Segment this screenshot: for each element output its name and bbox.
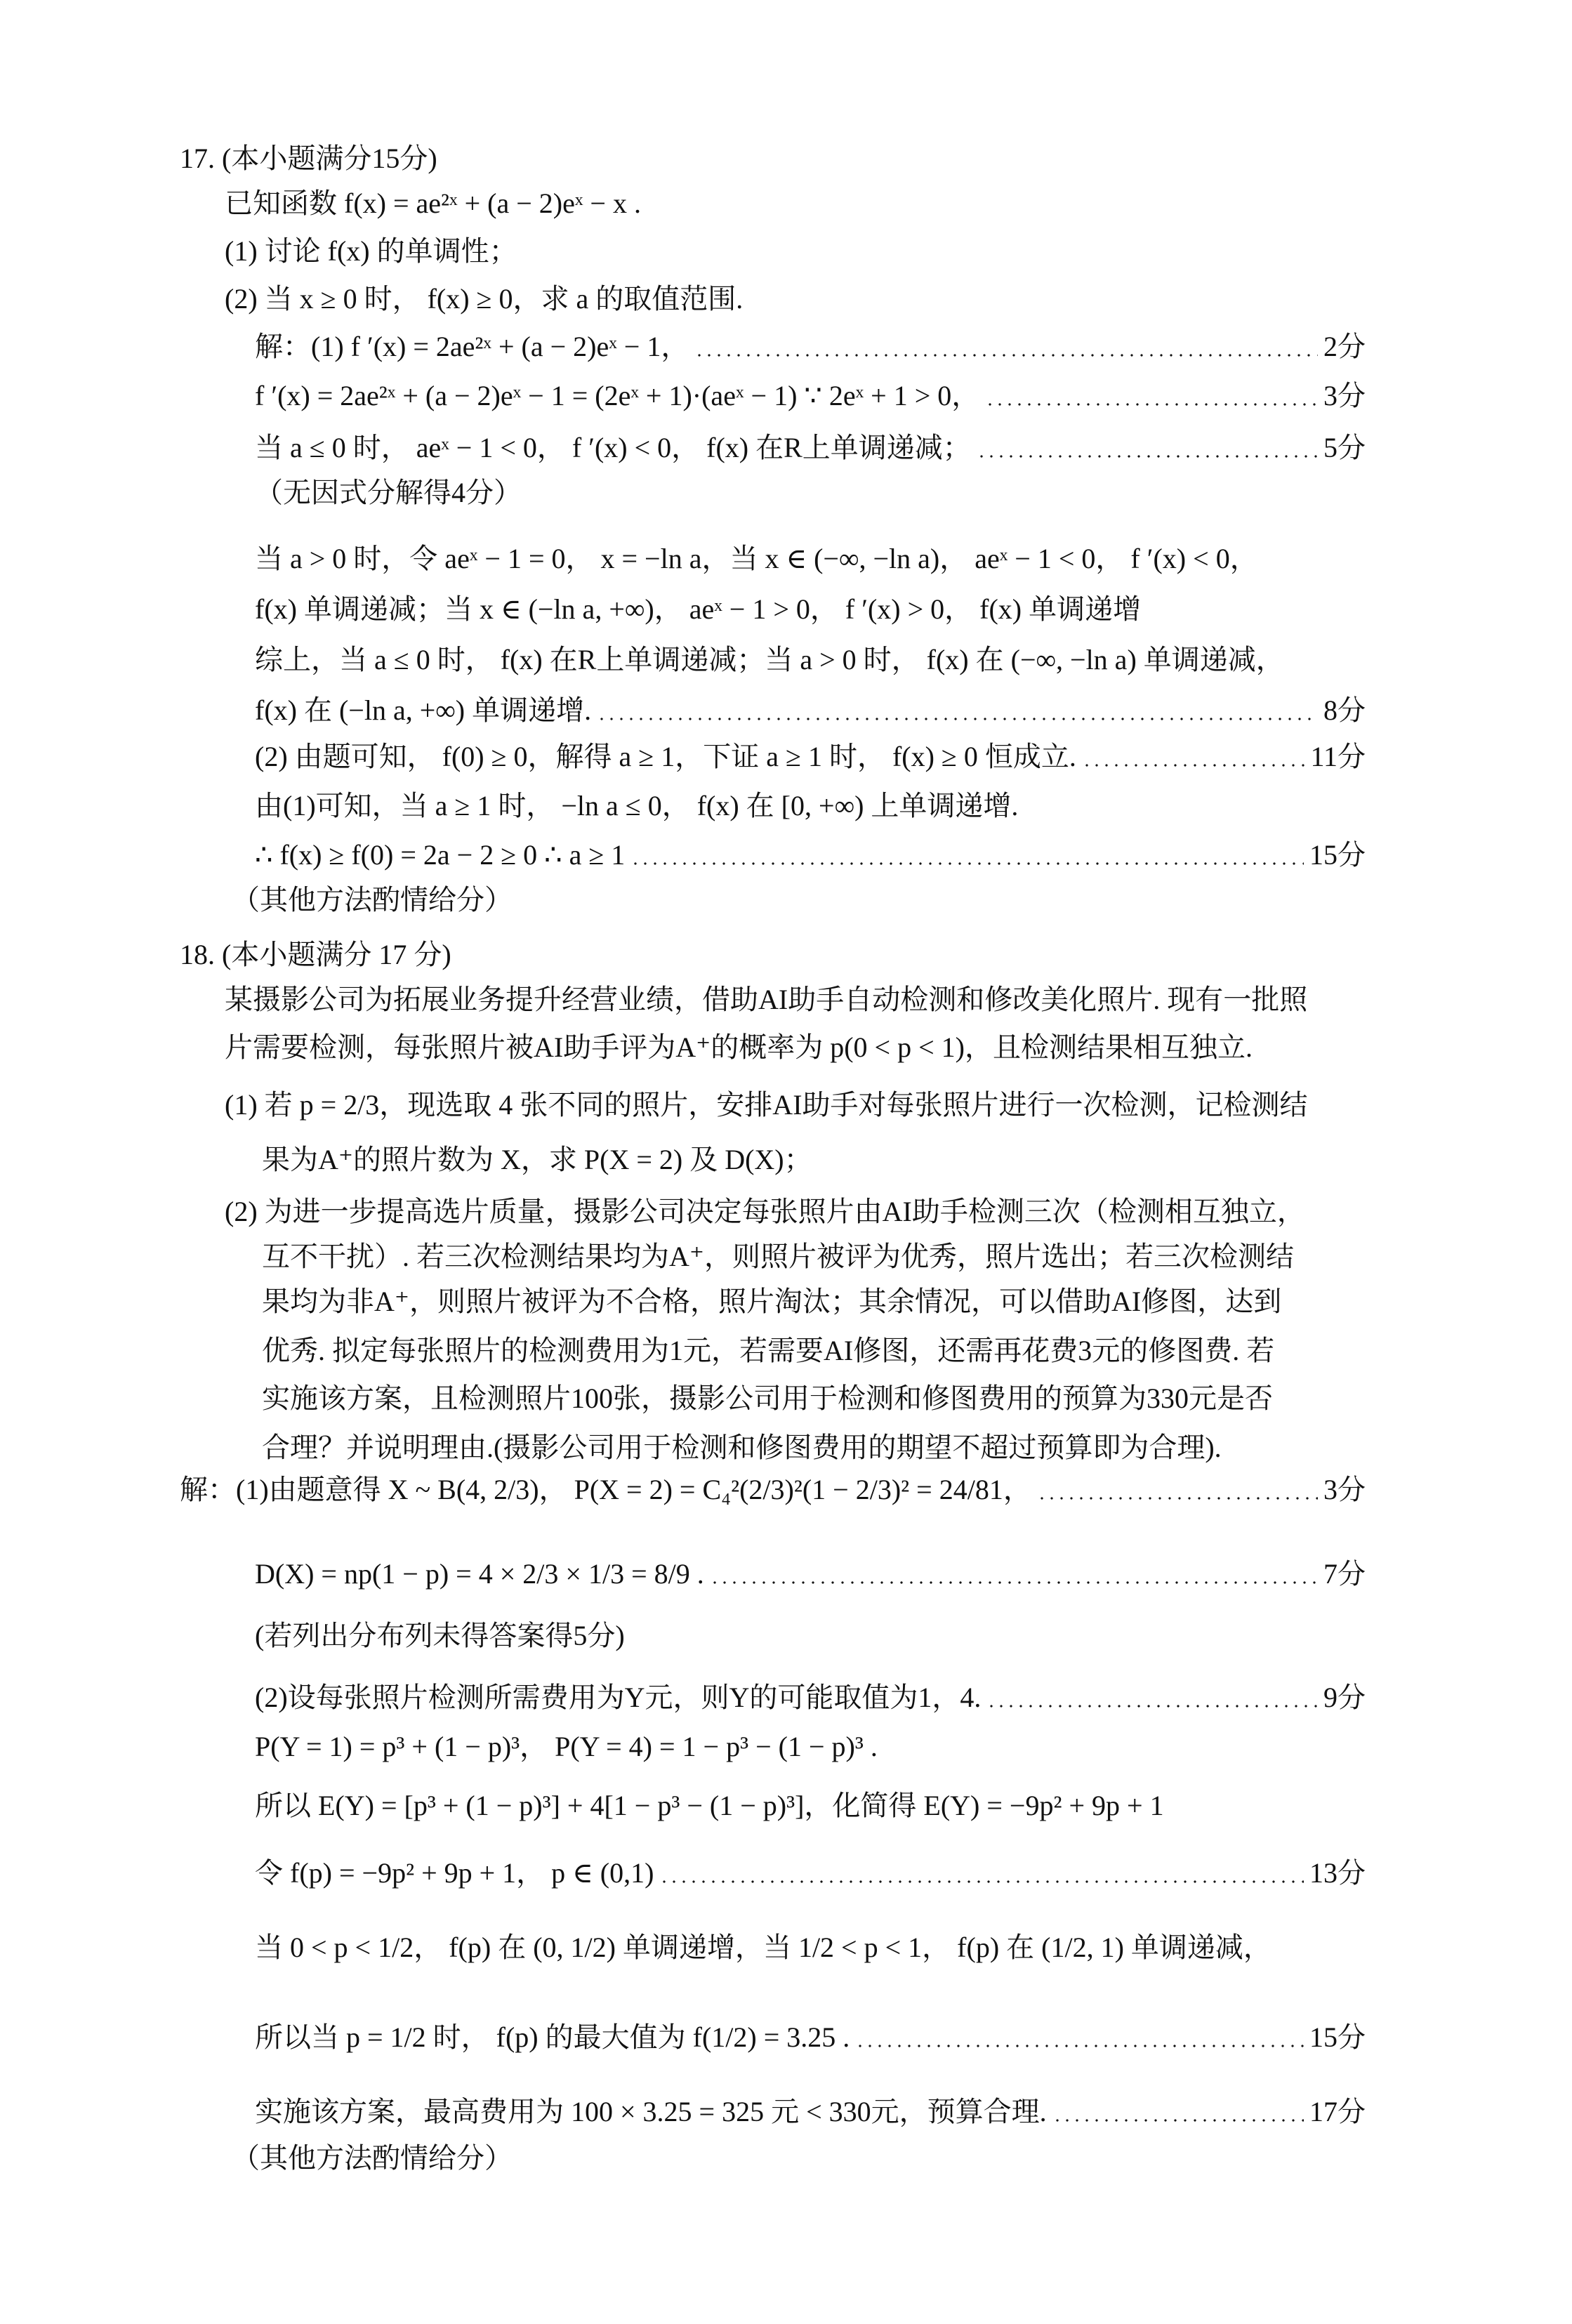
line-text: (2) 为进一步提高选片质量，摄影公司决定每张照片由AI助手检测三次（检测相互独立， (225, 1196, 1305, 1227)
line-text: 果为A⁺的照片数为 X，求 P(X = 2) 及 D(X)； (262, 1144, 812, 1175)
line-text: f ′(x) = 2ae²ˣ + (a − 2)eˣ − 1 = (2eˣ + 1)·(aeˣ − 1) ∵ 2eˣ + 1 > 0， (255, 380, 980, 411)
line-text: f(x) 单调递减；当 x ∈ (−ln a, +∞)， aeˣ − 1 > 0， f ′(x) > 0， f(x) 单调递增 (255, 593, 1142, 625)
score-label: 2分 (1323, 331, 1366, 362)
text-line (255, 327, 1366, 367)
score-label: 15分 (1309, 2021, 1366, 2053)
line-text: D(X) = np(1 − p) = 4 × 2/3 × 1/3 = 8/9 . (255, 1558, 704, 1590)
text-line (262, 1428, 1222, 1467)
line-text: 解：(1) f ′(x) = 2ae²ˣ + (a − 2)eˣ − 1， (255, 331, 689, 362)
dot-leader (855, 2045, 1304, 2047)
text-line (225, 1085, 1308, 1125)
text-line (255, 1928, 1272, 1967)
score-label: 7分 (1323, 1558, 1366, 1590)
line-text: (1) 讨论 f(x) 的单调性； (225, 235, 517, 267)
text-line (255, 428, 1366, 468)
dot-leader (985, 403, 1318, 406)
score-label: 11分 (1310, 741, 1366, 772)
line-text: （无因式分解得4分） (255, 477, 522, 508)
dot-leader (977, 455, 1318, 458)
line-text: （其他方法酌情给分） (232, 884, 513, 916)
line-text: 合理？并说明理由.(摄影公司用于检测和修图费用的期望不超过预算即为合理). (262, 1432, 1222, 1463)
text-line (232, 2139, 513, 2178)
score-label: 9分 (1323, 1682, 1366, 1713)
text-line (255, 737, 1366, 777)
text-line (255, 1678, 1366, 1717)
line-text: (2) 当 x ≥ 0 时， f(x) ≥ 0，求 a 的取值范围. (225, 283, 744, 315)
text-line (225, 1028, 1253, 1067)
text-line (255, 640, 1284, 680)
dot-leader (710, 1581, 1318, 1584)
line-text: (2) 由题可知， f(0) ≥ 0，解得 a ≥ 1，下证 a ≥ 1 时， f(x) ≥ 0 恒成立. (255, 741, 1076, 772)
text-line (262, 1237, 1294, 1276)
line-text: P(Y = 1) = p³ + (1 − p)³， P(Y = 4) = 1 − p³ − (1 − p)³ . (255, 1731, 878, 1762)
text-line (225, 279, 743, 319)
text-line (255, 539, 1258, 579)
dot-leader (694, 354, 1318, 357)
line-text: 令 f(p) = −9p² + 9p + 1， p ∈ (0,1) (255, 1857, 654, 1889)
text-line (255, 473, 522, 513)
score-label: 3分 (1323, 1474, 1366, 1505)
score-label: 13分 (1309, 1857, 1366, 1889)
line-text: 解：(1)由题意得 X ~ B(4, 2/3)， P(X = 2) = C₄²(2/3)²(1 − 2/3)² = 24/81， (180, 1474, 1031, 1505)
text-line (262, 1379, 1273, 1418)
text-line (225, 232, 517, 271)
line-text: 实施该方案，且检测照片100张，摄影公司用于检测和修图费用的预算为330元是否 (262, 1382, 1273, 1414)
line-text: 优秀. 拟定每张照片的检测费用为1元，若需要AI修图，还需再花费3元的修图费. 若 (262, 1335, 1275, 1366)
line-text: 某摄影公司为拓展业务提升经营业绩，借助AI助手自动检测和修改美化照片. 现有一批照 (225, 984, 1308, 1015)
text-line (262, 1331, 1274, 1371)
line-text: 实施该方案，最高费用为 100 × 3.25 = 325 元 < 330元，预算合理. (255, 2096, 1047, 2127)
text-line (255, 1854, 1366, 1893)
line-text: 当 a > 0 时，令 aeˣ − 1 = 0， x = −ln a，当 x ∈ (−∞, −ln a)， aeˣ − 1 < 0， f ′(x) < 0， (255, 543, 1258, 574)
text-line (262, 1282, 1281, 1321)
line-text: 果均为非A⁺，则照片被评为不合格，照片淘汰；其余情况，可以借助AI修图，达到 (262, 1286, 1282, 1317)
line-text: 综上，当 a ≤ 0 时， f(x) 在R上单调递减；当 a > 0 时， f(x) 在 (−∞, −ln a) 单调递减， (255, 644, 1284, 675)
line-text: 18. (本小题满分 17 分) (180, 939, 451, 970)
text-line (225, 1192, 1305, 1232)
dot-leader (1037, 1497, 1318, 1500)
score-label: 8分 (1323, 694, 1366, 726)
dot-leader (659, 1880, 1304, 1883)
line-text: 互不干扰）. 若三次检测结果均为A⁺，则照片被评为优秀，照片选出；若三次检测结 (262, 1241, 1294, 1272)
text-line (255, 2018, 1366, 2057)
text-line (255, 691, 1366, 730)
line-text: 所以 E(Y) = [p³ + (1 − p)³] + 4[1 − p³ − (1 − p)³]，化简得 E(Y) = −9p² + 9p + 1 (255, 1790, 1164, 1821)
text-line (180, 935, 451, 975)
text-line (255, 2092, 1366, 2132)
line-text: (若列出分布列未得答案得5分) (255, 1620, 625, 1651)
score-label: 15分 (1309, 839, 1366, 871)
text-line (262, 1140, 812, 1180)
dot-leader (1082, 764, 1305, 767)
line-text: 当 0 < p < 1/2， f(p) 在 (0, 1/2) 单调递增，当 1/2 < p < 1， f(p) 在 (1/2, 1) 单调递减， (255, 1932, 1272, 1963)
text-line (255, 1616, 625, 1656)
line-text: 所以当 p = 1/2 时， f(p) 的最大值为 f(1/2) = 3.25 . (255, 2021, 850, 2053)
score-label: 5分 (1323, 432, 1366, 463)
dot-leader (630, 862, 1304, 865)
line-text: 当 a ≤ 0 时， aeˣ − 1 < 0， f ′(x) < 0， f(x) 在R上单调递减； (255, 432, 971, 463)
line-text: (2)设每张照片检测所需费用为Y元，则Y的可能取值为1，4. (255, 1682, 982, 1713)
line-text: （其他方法酌情给分） (232, 2142, 513, 2174)
score-label: 17分 (1309, 2096, 1366, 2127)
line-text: 已知函数 f(x) = ae²ˣ + (a − 2)eˣ − x . (225, 187, 641, 219)
text-line (180, 1470, 1366, 1510)
line-text: f(x) 在 (−ln a, +∞) 单调递增. (255, 694, 592, 726)
text-line (255, 836, 1366, 875)
line-text: (1) 若 p = 2/3，现选取 4 张不同的照片，安排AI助手对每张照片进行一次检测，记检测结 (225, 1089, 1308, 1121)
score-label: 3分 (1323, 380, 1366, 411)
text-line (225, 184, 641, 223)
text-line (255, 1727, 878, 1767)
text-line (255, 1786, 1164, 1825)
line-text: 片需要检测，每张照片被AI助手评为A⁺的概率为 p(0 < p < 1)，且检测结果相互独立. (225, 1031, 1253, 1063)
line-text: ∴ f(x) ≥ f(0) = 2a − 2 ≥ 0 ∴ a ≥ 1 (255, 839, 626, 871)
text-line (255, 376, 1366, 416)
dot-leader (1052, 2119, 1304, 2122)
text-line (180, 139, 437, 178)
text-line (255, 786, 1018, 826)
text-line (232, 880, 513, 920)
line-text: 17. (本小题满分15分) (180, 143, 437, 174)
dot-leader (986, 1705, 1318, 1708)
text-line (225, 980, 1307, 1019)
line-text: 由(1)可知，当 a ≥ 1 时， −ln a ≤ 0， f(x) 在 [0, +∞) 上单调递增. (255, 790, 1019, 821)
text-line (255, 590, 1141, 629)
text-line (255, 1554, 1366, 1594)
dot-leader (597, 718, 1318, 720)
